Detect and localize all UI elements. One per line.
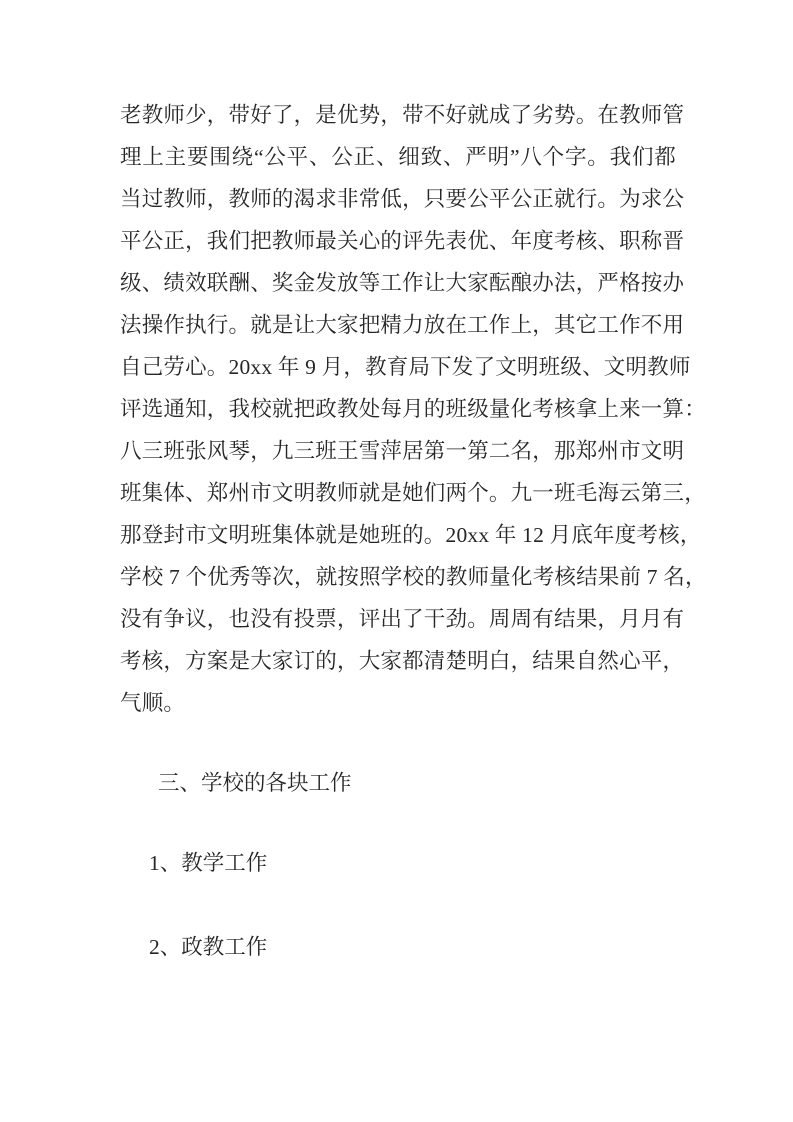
paragraph-line: 法操作执行。就是让大家把精力放在工作上，其它工作不用 <box>120 313 685 337</box>
subsection-heading-political-education: 2、政教工作 <box>149 935 268 959</box>
paragraph-line: 没有争议，也没有投票，评出了干劲。周周有结果，月月有 <box>120 607 685 631</box>
paragraph-line: 八三班张风琴，九三班王雪萍居第一第二名，那郑州市文明 <box>120 439 685 463</box>
paragraph-line: 级、绩效联酬、奖金发放等工作让大家酝酿办法，严格按办 <box>120 271 685 295</box>
paragraph-line: 平公正，我们把教师最关心的评先表优、年度考核、职称晋 <box>120 229 685 253</box>
document-body <box>120 94 707 968</box>
paragraph-line: 老教师少，带好了，是优势，带不好就成了劣势。在教师管 <box>120 103 685 127</box>
paragraph-line: 自己劳心。20xx 年 9 月，教育局下发了文明班级、文明教师 <box>120 355 691 379</box>
paragraph-line: 那登封市文明班集体就是她班的。20xx 年 12 月底年度考核， <box>120 523 702 547</box>
paragraph-line: 学校 7 个优秀等次，就按照学校的教师量化考核结果前 7 名， <box>120 565 707 589</box>
paragraph-line: 班集体、郑州市文明教师就是她们两个。九一班毛海云第三， <box>120 481 706 505</box>
paragraph-line: 考核，方案是大家订的，大家都清楚明白，结果自然心平， <box>120 649 685 673</box>
paragraph-line: 理上主要围绕“公平、公正、细致、严明”八个字。我们都 <box>120 145 676 169</box>
section-heading: 三、学校的各块工作 <box>158 771 352 795</box>
subsection-heading-teaching: 1、教学工作 <box>149 851 268 875</box>
paragraph-line: 评选通知，我校就把政教处每月的班级量化考核拿上来一算： <box>120 397 706 421</box>
paragraph-line: 气顺。 <box>120 691 186 715</box>
paragraph-line: 当过教师，教师的渴求非常低，只要公平公正就行。为求公 <box>120 187 685 211</box>
